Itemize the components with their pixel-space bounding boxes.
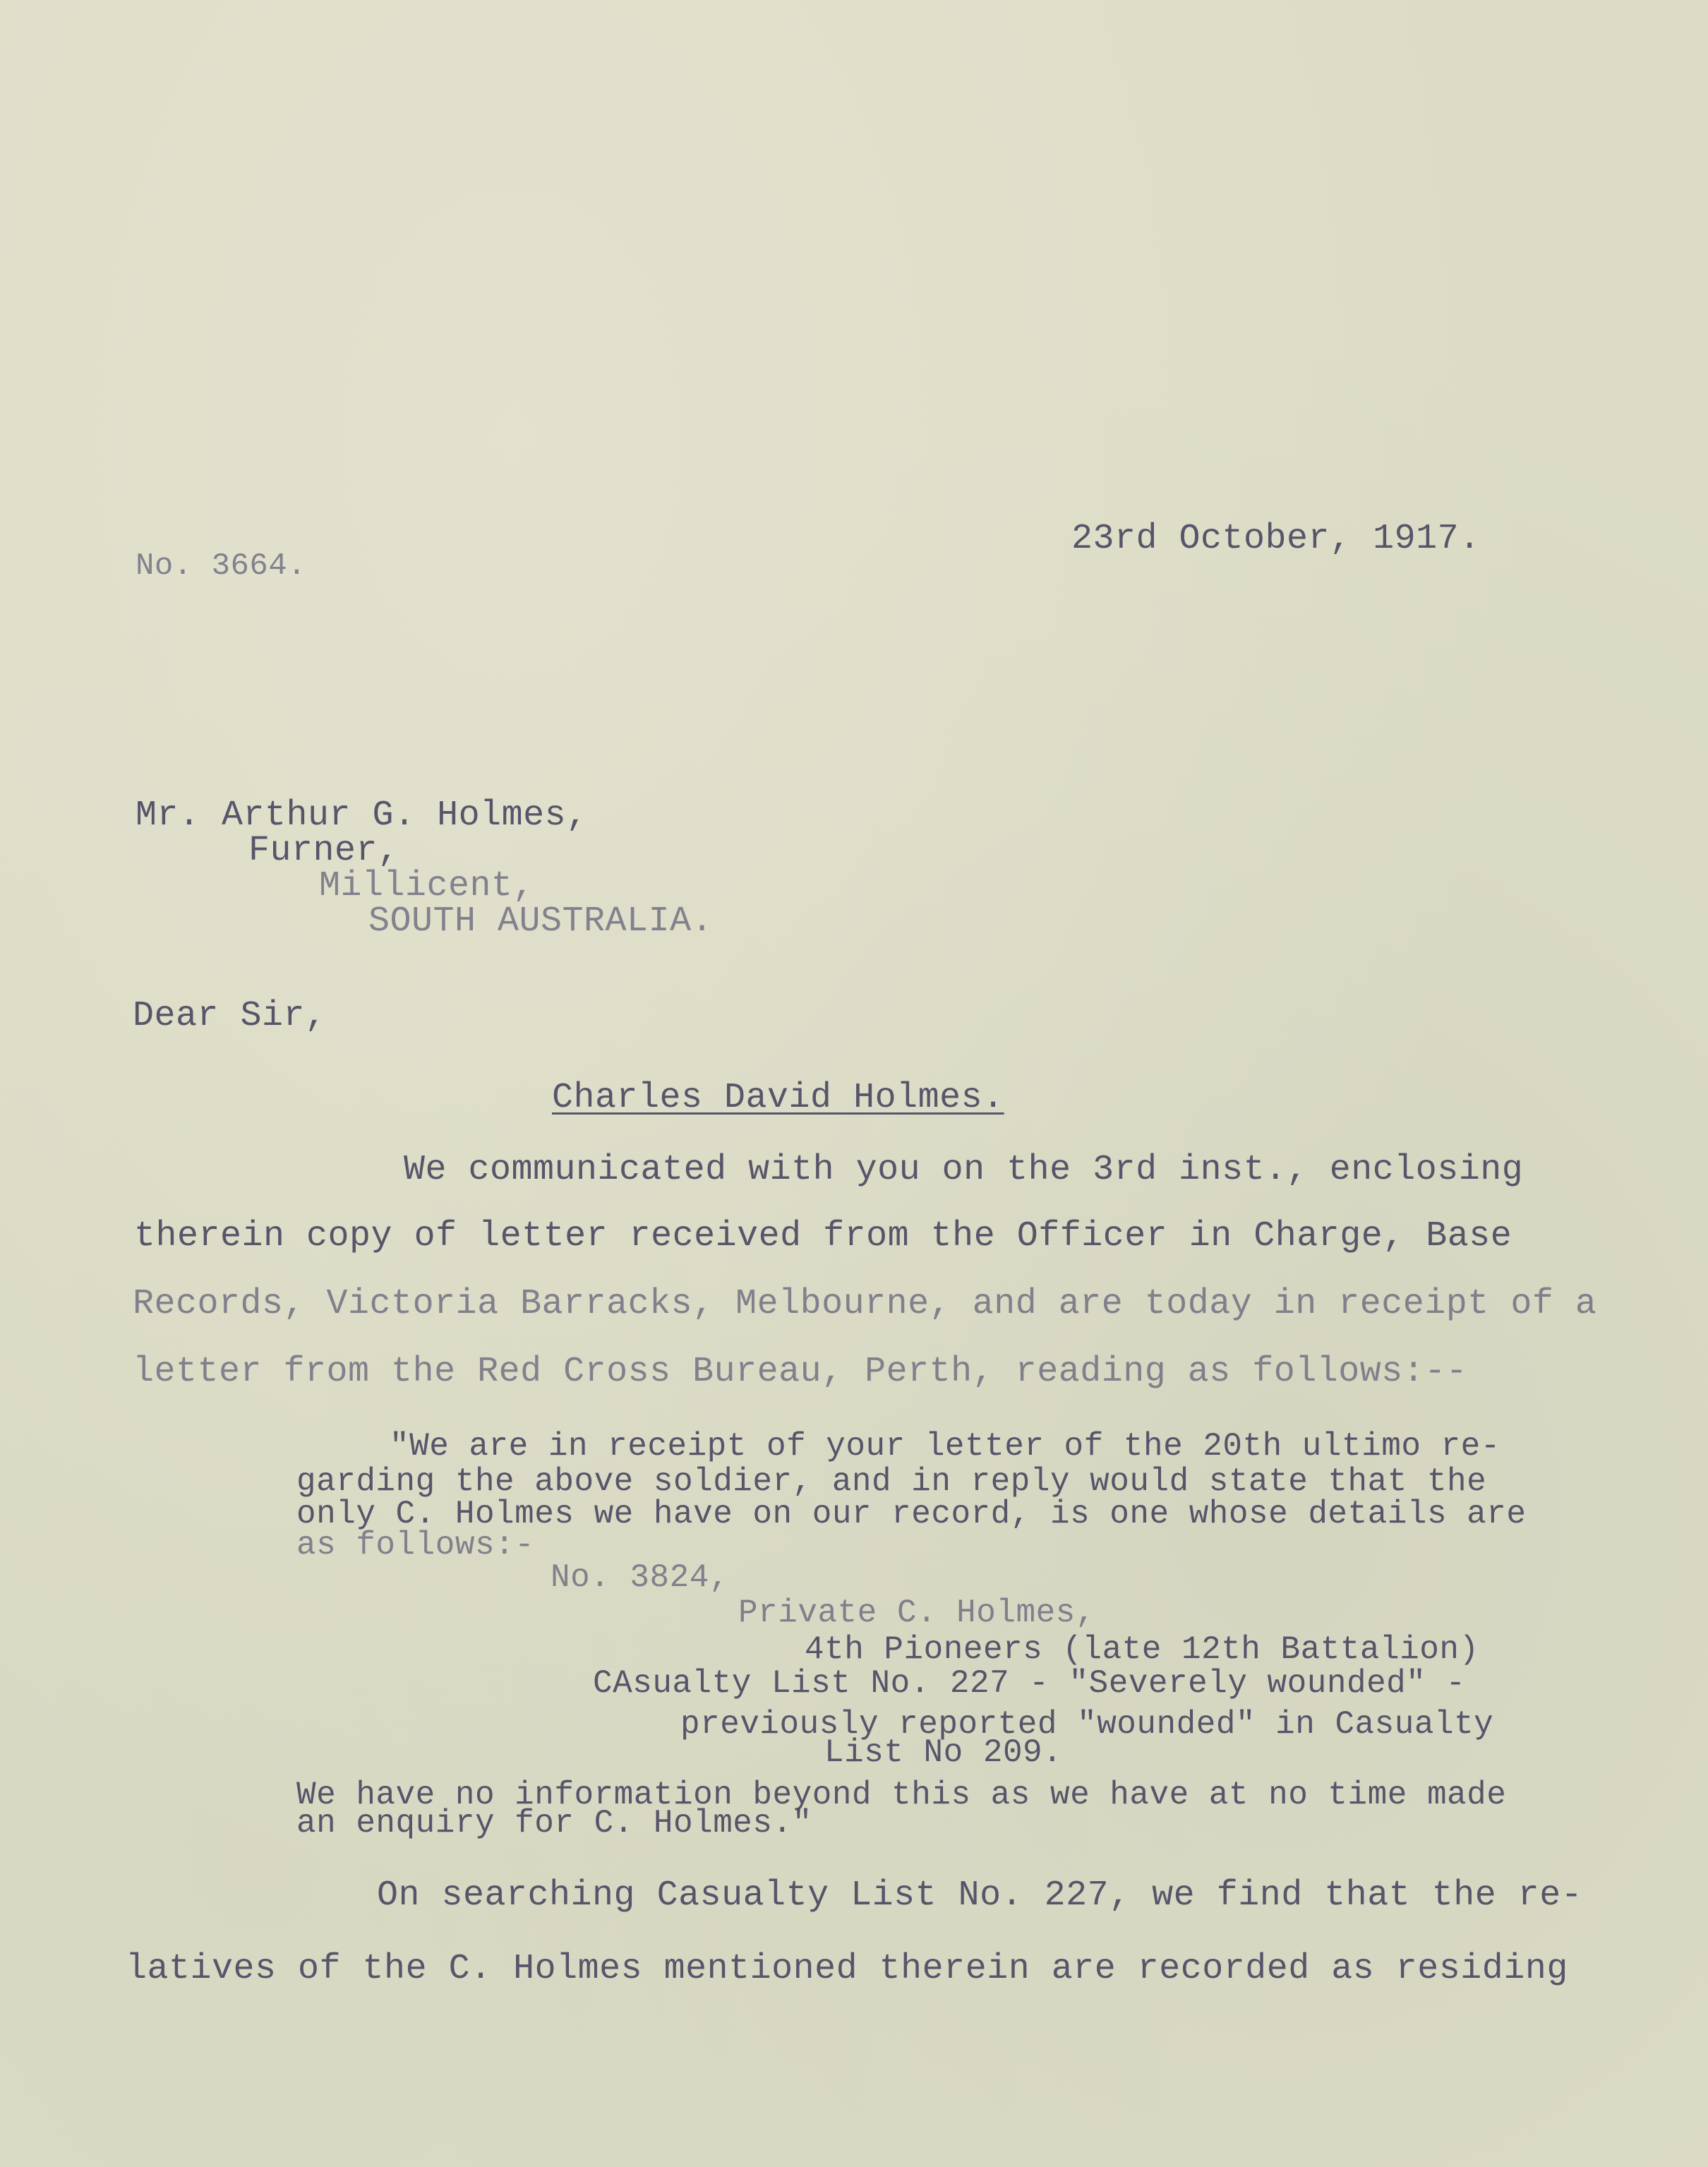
casualty-line-2: previously reported "wounded" in Casualty — [680, 1706, 1494, 1743]
subject-heading: Charles David Holmes. — [552, 1078, 1004, 1118]
paragraph-1-line-1: We communicated with you on the 3rd inst., enclosing — [404, 1150, 1524, 1190]
paragraph-2-line-2: latives of the C. Holmes mentioned therein are recorded as residing — [126, 1949, 1568, 1989]
reference-number: No. 3664. — [136, 548, 307, 584]
addressee-name: Mr. Arthur G. Holmes, — [136, 796, 588, 836]
addressee-line-3: SOUTH AUSTRALIA. — [368, 901, 714, 942]
addressee-line-1: Furner, — [248, 831, 399, 871]
paragraph-1-line-4: letter from the Red Cross Bureau, Perth, reading as follows:-- — [133, 1352, 1468, 1392]
casualty-line-3: List No 209. — [824, 1734, 1063, 1771]
quote-line-2: garding the above soldier, and in reply would state that the — [296, 1463, 1487, 1500]
paragraph-1-line-3: Records, Victoria Barracks, Melbourne, and are today in receipt of a — [133, 1284, 1597, 1324]
casualty-line-1: CAsualty List No. 227 - "Severely wounded" - — [593, 1665, 1466, 1702]
quote-line-4: as follows:- — [296, 1527, 535, 1563]
soldier-name: Private C. Holmes, — [738, 1595, 1095, 1631]
quote-closing-1: We have no information beyond this as we have at no time made — [296, 1777, 1507, 1813]
soldier-unit: 4th Pioneers (late 12th Battalion) — [805, 1631, 1479, 1668]
quote-closing-2: an enquiry for C. Holmes." — [296, 1805, 812, 1842]
soldier-number: No. 3824, — [551, 1559, 729, 1596]
paragraph-2-line-1: On searching Casualty List No. 227, we find that the re- — [377, 1875, 1583, 1916]
quote-line-1: "We are in receipt of your letter of the 20th ultimo re- — [390, 1428, 1500, 1465]
addressee-line-2: Millicent, — [319, 866, 535, 906]
salutation: Dear Sir, — [133, 996, 327, 1036]
letter-date: 23rd October, 1917. — [1071, 519, 1481, 559]
paragraph-1-line-2: therein copy of letter received from the Officer in Charge, Base — [134, 1216, 1512, 1256]
quote-line-3: only C. Holmes we have on our record, is one whose details are — [296, 1496, 1527, 1532]
